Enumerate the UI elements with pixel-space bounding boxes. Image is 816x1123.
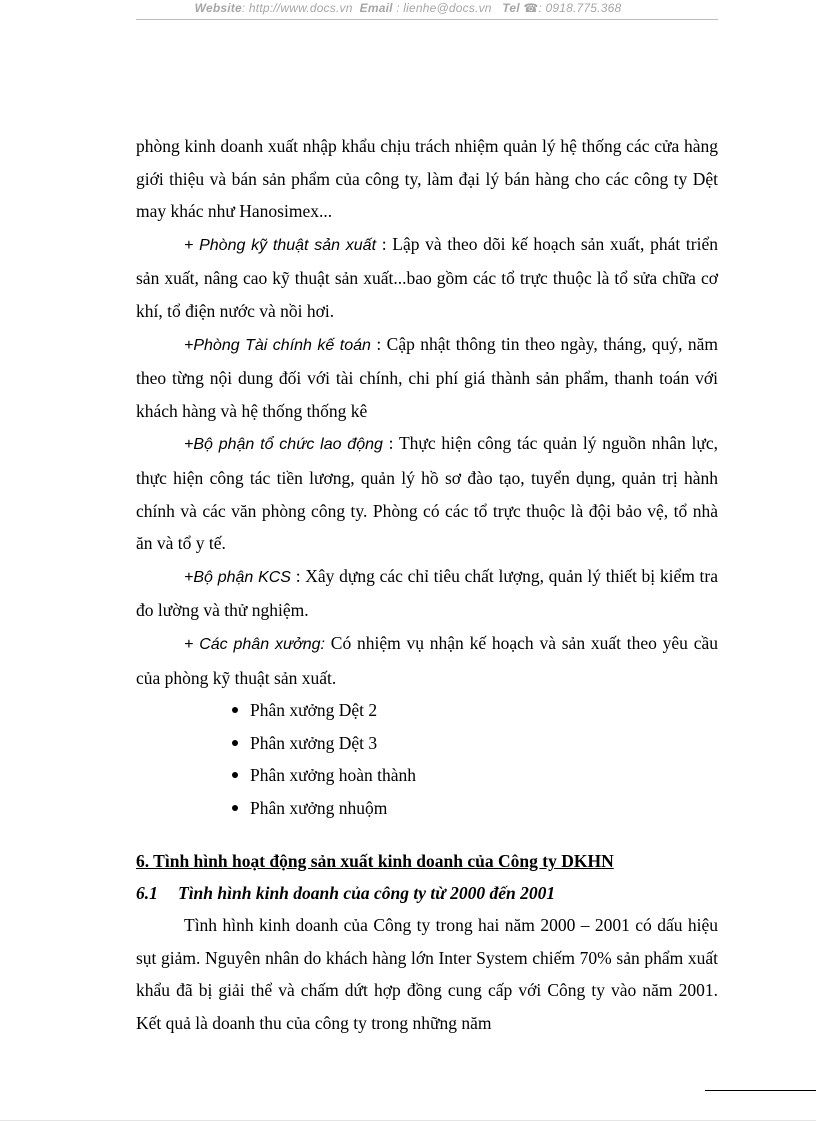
section-6-heading: 6. Tình hình hoạt động sản xuất kinh doanh của Công ty DKHN: [136, 851, 614, 871]
paragraph-intro: phòng kinh doanh xuất nhập khẩu chịu trách nhiệm quản lý hệ thống các cửa hàng giới thiệu và bán sản phẩm của công ty, làm đại lý bán hàng cho các công ty Dệt may khác như Hanosimex...: [136, 136, 718, 222]
bullet-icon: [232, 772, 238, 778]
paragraph-finance-dept: [136, 328, 718, 428]
list-item-text: Phân xưởng Dệt 3: [250, 732, 378, 753]
finance-dept-text: : Cập nhật thông tin theo ngày, tháng, quý, năm theo từng nội dung đối với tài chính, chi phí giá thành sản phẩm, thanh toán với khách hàng và hệ thống thống kê: [136, 333, 719, 421]
paragraph-business-situation: Tình hình kinh doanh của Công ty trong hai năm 2000 – 2001 có dấu hiệu sụt giảm. Nguyên nhân do khách hàng lớn Inter System chiếm 70% sản phẩm xuất khẩu đã bị giải thể và chấm dứt hợp đồng cung cấp với Công ty vào năm 2001. Kết quả là doanh thu của công ty trong những năm: [136, 915, 718, 1033]
paragraph-workshops: [136, 627, 718, 694]
paragraph-technical-dept: [136, 228, 718, 328]
email-label: Email: [359, 1, 393, 15]
hr-dept-label: +Bộ phận tổ chức lao động: [184, 436, 383, 454]
section-6-1-body: [136, 909, 718, 1039]
workshop-list: [136, 694, 718, 824]
list-item: [232, 694, 718, 727]
email-link[interactable]: : lienhe@docs.vn: [396, 1, 492, 15]
technical-dept-text: : Lập và theo dõi kế hoạch sản xuất, phát triển sản xuất, nâng cao kỹ thuật sản xuất...bao gồm các tổ trực thuộc là tổ sửa chữa cơ khí, tổ điện nước và nồi hơi.: [136, 233, 718, 321]
list-item: [232, 727, 718, 760]
kcs-dept-label: +Bộ phận KCS: [184, 568, 291, 586]
list-item: [232, 759, 718, 792]
bullet-icon: [232, 805, 238, 811]
hr-dept-text: : Thực hiện công tác quản lý nguồn nhân lực, thực hiện công tác tiền lương, quản lý hồ sơ đào tạo, tuyển dụng, quản trị hành chính và các văn phòng công ty. Phòng có các tổ trực thuộc là đội bảo vệ, tổ nhà ăn và tổ y tế.: [136, 433, 719, 554]
kcs-dept-text: : Xây dựng các chỉ tiêu chất lượng, quản lý thiết bị kiểm tra đo lường và thử nghiệm.: [136, 565, 719, 621]
paragraph-kcs-dept: [136, 560, 718, 627]
page-header: [0, 1, 816, 15]
section-6-1-title: Tình hình kinh doanh của công ty từ 2000 đến 2001: [178, 883, 556, 903]
document-body: [136, 130, 718, 824]
section-6-1-heading: [136, 880, 718, 906]
list-item-text: Phân xưởng hoàn thành: [250, 765, 417, 786]
list-item: [232, 792, 718, 825]
paragraph-hr-dept: [136, 427, 718, 559]
finance-dept-label: +Phòng Tài chính kế toán: [184, 336, 371, 354]
footnote-separator: [705, 1090, 816, 1091]
workshops-text: Có nhiệm vụ nhận kế hoạch và sản xuất theo yêu cầu của phòng kỹ thuật sản xuất.: [136, 632, 719, 688]
workshops-label: + Các phân xưởng:: [184, 635, 325, 653]
tel-label: Tel: [502, 1, 520, 15]
technical-dept-label: + Phòng kỹ thuật sản xuất: [184, 236, 377, 254]
section-6-1-number: 6.1: [136, 883, 158, 903]
list-item-text: Phân xưởng Dệt 2: [250, 700, 378, 721]
page-bottom-border: [0, 1120, 816, 1121]
header-divider: [136, 19, 718, 20]
bullet-icon: [232, 740, 238, 746]
website-link[interactable]: : http://www.docs.vn: [241, 1, 353, 15]
bullet-icon: [232, 707, 238, 713]
website-label: Website: [194, 1, 242, 15]
tel-value: ☎: 0918.775.368: [523, 1, 622, 15]
list-item-text: Phân xưởng nhuộm: [250, 797, 388, 818]
